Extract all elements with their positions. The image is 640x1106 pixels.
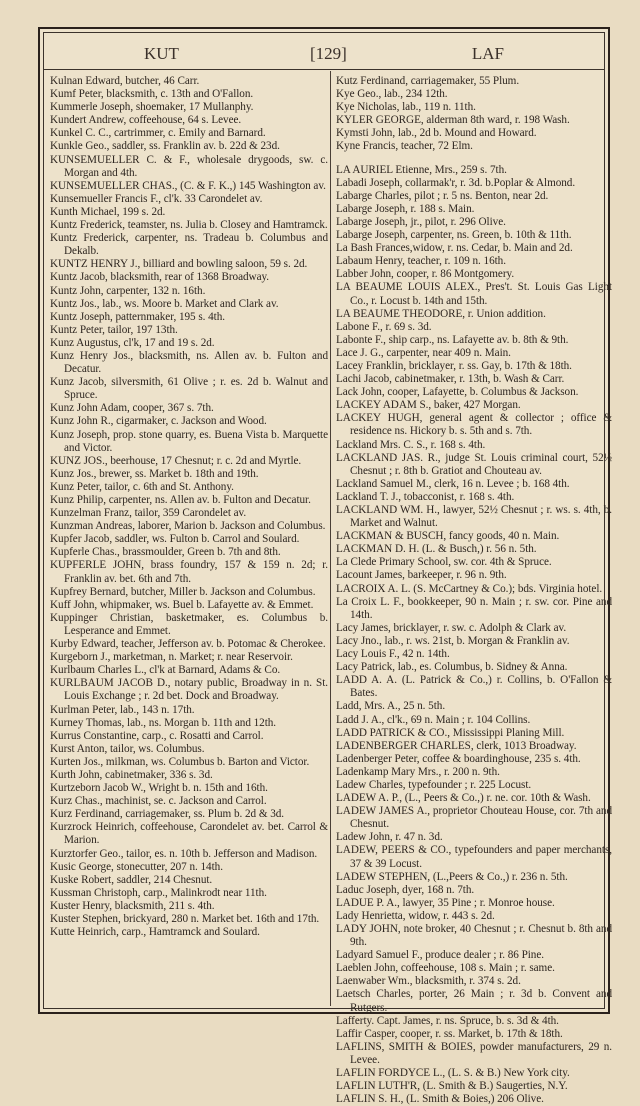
- directory-entry: Kye Nicholas, lab., 119 n. 11th.: [336, 101, 476, 114]
- directory-entry: KUNZ JOS., beerhouse, 17 Chesnut; r. c. 2d and Myrtle.: [50, 454, 302, 467]
- directory-entry: Kuntz John, carpenter, 132 n. 16th.: [50, 284, 206, 297]
- directory-entry: Labaum Henry, teacher, r. 109 n. 16th.: [336, 255, 506, 268]
- directory-entry: Kurlbaum Charles L., cl'k at Barnard, Adams & Co.: [50, 664, 281, 677]
- directory-entry: Kunz Henry Jos., blacksmith, ns. Allen av. b. Fulton and Decatur.: [50, 349, 328, 376]
- directory-entry: Kurney Thomas, lab., ns. Morgan b. 11th and 12th.: [50, 716, 277, 729]
- directory-entry: Kunzman Andreas, laborer, Marion b. Jackson and Columbus.: [50, 520, 326, 533]
- directory-entry: Kurby Edward, teacher, Jefferson av. b. Potomac & Cherokee.: [50, 638, 326, 651]
- page-number: [129]: [310, 44, 347, 63]
- directory-entry: LAFLIN FORDYCE L., (L. S. & B.) New York city.: [336, 1067, 570, 1080]
- directory-entry: LACKLAND JAS. R., judge St. Louis criminal court, 52½ Chesnut ; r. 8th b. Gratiot and Chouteau av.: [336, 451, 612, 477]
- directory-entry: Lafferty. Capt. James, r. ns. Spruce, b. s. 3d & 4th.: [336, 1014, 559, 1027]
- directory-entry: Ladenkamp Mary Mrs., r. 200 n. 9th.: [336, 765, 500, 778]
- directory-entry: LA BEAUME LOUIS ALEX., Pres't. St. Louis Gas Light Co., r. Locust b. 14th and 15th.: [336, 281, 612, 307]
- directory-entry: La Bash Frances,widow, r. ns. Cedar, b. Main and 2d.: [336, 242, 573, 255]
- directory-entry: Laduc Joseph, dyer, 168 n. 7th.: [336, 883, 475, 896]
- directory-entry: Kunz Augustus, cl'k, 17 and 19 s. 2d.: [50, 336, 215, 349]
- directory-entry: Kumf Peter, blacksmith, c. 13th and O'Fallon.: [50, 88, 254, 101]
- directory-entry: KURLBAUM JACOB D., notary public, Broadway in n. St. Louis Exchange ; r. 2d bet. Dock and Broadway.: [50, 677, 328, 703]
- directory-entry: Kuff John, whipmaker, ws. Buel b. Lafayette av. & Emmet.: [50, 598, 314, 611]
- directory-entry: LADEW JAMES A., proprietor Chouteau House, cor. 7th and Chesnut.: [336, 805, 612, 831]
- directory-entry: Kuntz Peter, tailor, 197 13th.: [50, 323, 178, 336]
- directory-entry: Kummerle Joseph, shoemaker, 17 Mullanphy.: [50, 101, 254, 114]
- directory-entry: Kunz Joseph, prop. stone quarry, es. Buena Vista b. Marquette and Victor.: [50, 428, 328, 454]
- directory-entry: Kurlman Peter, lab., 143 n. 17th.: [50, 703, 195, 716]
- directory-entry: Ladd J. A., cl'k., 69 n. Main ; r. 104 Collins.: [336, 713, 531, 726]
- directory-entry: Kunz Jos., brewer, ss. Market b. 18th and 19th.: [50, 467, 259, 480]
- directory-entry: Kuntz Jacob, blacksmith, rear of 1368 Broadway.: [50, 271, 270, 284]
- directory-entry: Kupferle Chas., brassmoulder, Green b. 7th and 8th.: [50, 546, 281, 559]
- directory-entry: LAFLIN S. H., (L. Smith & Boies,) 206 Olive.: [336, 1093, 544, 1106]
- directory-entry: Ladyard Samuel F., produce dealer ; r. 86 Pine.: [336, 949, 545, 962]
- directory-entry: Kusic George, stonecutter, 207 n. 14th.: [50, 860, 223, 873]
- right-guide-word: LAF: [471, 44, 504, 63]
- directory-entry: Kurgeborn J., marketman, n. Market; r. near Reservoir.: [50, 651, 293, 664]
- directory-entry: LAFLINS, SMITH & BOIES, powder manufacturers, 29 n. Levee.: [336, 1040, 612, 1066]
- directory-entry: Kulnan Edward, butcher, 46 Carr.: [50, 75, 200, 87]
- directory-page: [38, 27, 612, 1106]
- directory-entry: LADENBERGER CHARLES, clerk, 1013 Broadway.: [336, 739, 577, 752]
- directory-entry: Kunzelman Franz, tailor, 359 Carondelet av.: [50, 507, 247, 520]
- directory-entry: Labarge Joseph, jr., pilot, r. 296 Olive.: [336, 215, 506, 228]
- directory-entry: LADY JOHN, note broker, 40 Chesnut ; r. Chesnut b. 8th and 9th.: [336, 923, 612, 949]
- directory-entry: Kunz John R., cigarmaker, c. Jackson and Wood.: [50, 415, 267, 428]
- directory-entry: Lacy Jno., lab., r. ws. 21st, b. Morgan & Franklin av.: [336, 634, 570, 647]
- directory-entry: Lacy Louis F., 42 n. 14th.: [336, 648, 450, 661]
- left-column: [50, 75, 328, 1004]
- directory-entry: LA BEAUME THEODORE, r. Union addition.: [336, 307, 546, 320]
- directory-entry: Labarge Joseph, carpenter, ns. Green, b. 10th & 11th.: [336, 229, 572, 242]
- page-border: [43, 32, 612, 1106]
- directory-entry: Laeblen John, coffeehouse, 108 s. Main ; r. same.: [336, 962, 555, 975]
- directory-entry: Lace J. G., carpenter, near 409 n. Main.: [336, 346, 511, 359]
- directory-entry: Kutte Heinrich, carp., Hamtramck and Soulard.: [50, 926, 260, 939]
- directory-entry: Kupfer Jacob, saddler, ws. Fulton b. Carrol and Soulard.: [50, 533, 300, 546]
- directory-entry: LACKMAN & BUSCH, fancy goods, 40 n. Main.: [336, 530, 560, 543]
- directory-entry: Lachi Jacob, cabinetmaker, r. 13th, b. Wash & Carr.: [336, 373, 565, 386]
- directory-entry: Lackland T. J., tobacconist, r. 168 s. 4th.: [336, 490, 515, 503]
- directory-entry: Kuster Henry, blacksmith, 211 s. 4th.: [50, 899, 215, 912]
- directory-entry: LACROIX A. L. (S. McCartney & Co.); bds. Virginia hotel.: [336, 582, 603, 595]
- directory-entry: Kurzrock Heinrich, coffeehouse, Carondelet av. bet. Carrol & Marion.: [50, 821, 328, 847]
- directory-entry: Kurz Ferdinand, carriagemaker, ss. Plum b. 2d & 3d.: [50, 808, 285, 821]
- directory-entry: LACKLAND WM. H., lawyer, 52½ Chesnut ; r. ws. s. 4th, b. Market and Walnut.: [336, 504, 612, 530]
- directory-entry: KUNSEMUELLER CHAS., (C. & F. K.,) 145 Washington av.: [50, 179, 326, 192]
- directory-entry: Kunz Jacob, silversmith, 61 Olive ; r. es. 2d b. Walnut and Spruce.: [50, 376, 328, 402]
- directory-entry: La Croix L. F., bookkeeper, 90 n. Main ; r. sw. cor. Pine and 14th.: [336, 595, 612, 621]
- directory-entry: Laetsch Charles, porter, 26 Main ; r. 3d b. Convent and Rutgers.: [336, 988, 612, 1014]
- directory-entry: LACKEY ADAM S., baker, 427 Morgan.: [336, 399, 521, 412]
- directory-entry: KYLER GEORGE, alderman 8th ward, r. 198 Wash.: [336, 114, 570, 127]
- directory-entry: Labone F., r. 69 s. 3d.: [336, 320, 432, 333]
- directory-entry: LADD A. A. (L. Patrick & Co.,) r. Collins, b. O'Fallon & Bates.: [336, 674, 612, 700]
- directory-entry: LAFLIN LUTH'R, (L. Smith & B.) Saugerties, N.Y.: [336, 1080, 568, 1093]
- directory-entry: Kussman Christoph, carp., Malinkrodt near 11th.: [50, 886, 267, 899]
- directory-entry: LA AURIEL Etienne, Mrs., 259 s. 7th.: [336, 163, 507, 176]
- directory-entry: Laenwaber Wm., blacksmith, r. 374 s. 2d.: [336, 975, 521, 988]
- directory-entry: Lackland Mrs. C. S., r. 168 s. 4th.: [336, 438, 486, 451]
- directory-entry: Kurz Chas., machinist, se. c. Jackson and Carrol.: [50, 795, 267, 808]
- directory-entry: La Clede Primary School, sw. cor. 4th & Spruce.: [336, 556, 552, 569]
- page-header: [44, 33, 604, 70]
- left-guide-word: KUT: [144, 44, 179, 63]
- directory-entry: Labarge Charles, pilot ; r. 5 ns. Benton, near 2d.: [336, 189, 549, 202]
- directory-entry: Laffir Casper, cooper, r. ss. Market, b. 17th & 18th.: [336, 1027, 563, 1040]
- directory-entry: Kuske Robert, saddler, 214 Chesnut.: [50, 873, 213, 886]
- directory-entry: Labarge Joseph, r. 188 s. Main.: [336, 202, 475, 215]
- directory-entry: Kurztorfer Geo., tailor, es. n. 10th b. Jefferson and Madison.: [50, 847, 318, 860]
- directory-entry: Kuntz Jos., lab., ws. Moore b. Market and Clark av.: [50, 297, 279, 310]
- directory-entry: Kurth John, cabinetmaker, 336 s. 3d.: [50, 768, 213, 781]
- directory-entry: LADEW A. P., (L., Peers & Co.,) r. ne. cor. 10th & Wash.: [336, 792, 591, 805]
- directory-entry: Kye Geo., lab., 234 12th.: [336, 88, 448, 101]
- directory-entry: LADEW STEPHEN, (L.,Peers & Co.,) r. 236 n. 5th.: [336, 870, 568, 883]
- directory-entry: Kunz Philip, carpenter, ns. Allen av. b. Fulton and Decatur.: [50, 494, 311, 506]
- directory-entry: Ladenberger Peter, coffee & boardinghouse, 235 s. 4th.: [336, 752, 581, 765]
- directory-entry: Labber John, cooper, r. 86 Montgomery.: [336, 268, 515, 281]
- directory-entry: Kurst Anton, tailor, ws. Columbus.: [50, 742, 205, 755]
- directory-entry: Kuster Stephen, brickyard, 280 n. Market bet. 16th and 17th.: [50, 913, 320, 925]
- directory-entry: Kunkle Geo., saddler, ss. Franklin av. b. 22d & 23d.: [50, 140, 280, 153]
- directory-entry: Ladew John, r. 47 n. 3d.: [336, 831, 443, 844]
- directory-entry: LACKMAN D. H. (L. & Busch,) r. 56 n. 5th.: [336, 543, 537, 556]
- directory-entry: KUNSEMUELLER C. & F., wholesale drygoods, sw. c. Morgan and 4th.: [50, 153, 328, 179]
- directory-entry: Kurtzeborn Jacob W., Wright b. n. 15th and 16th.: [50, 782, 268, 795]
- directory-entry: Kunz Peter, tailor, c. 6th and St. Anthony.: [50, 480, 234, 493]
- directory-entry: LADUE P. A., lawyer, 35 Pine ; r. Monroe house.: [336, 896, 555, 909]
- directory-entry: Kunz John Adam, cooper, 367 s. 7th.: [50, 402, 214, 415]
- directory-entry: Kuntz Frederick, carpenter, ns. Tradeau b. Columbus and Dekalb.: [50, 232, 328, 258]
- directory-entry: Ladd, Mrs. A., 25 n. 5th.: [336, 700, 446, 713]
- directory-entry: Lack John, cooper, Lafayette, b. Columbus & Jackson.: [336, 386, 579, 399]
- directory-entry: LADD PATRICK & CO., Mississippi Planing Mill.: [336, 726, 565, 739]
- directory-entry: Kupfrey Bernard, butcher, Miller b. Jackson and Columbus.: [50, 585, 316, 598]
- directory-entry: Ladew Charles, typefounder ; r. 225 Locust.: [336, 778, 532, 791]
- directory-entry: Kunkel C. C., cartrimmer, c. Emily and Barnard.: [50, 127, 266, 140]
- directory-entry: LACKEY HUGH, general agent & collector ; office & residence ns. Hickory b. s. 5th and s. 7th.: [336, 412, 612, 438]
- right-column: [336, 75, 612, 1106]
- directory-entry: Kuppinger Christian, basketmaker, es. Columbus b. Lesperance and Emmet.: [50, 611, 328, 637]
- directory-entry: LADEW, PEERS & CO., typefounders and paper merchants, 37 & 39 Locust.: [336, 844, 612, 870]
- directory-entry: Kymsti John, lab., 2d b. Mound and Howard.: [336, 127, 537, 140]
- directory-entry: Kuntz Joseph, patternmaker, 195 s. 4th.: [50, 310, 226, 323]
- directory-entry: Labonte F., ship carp., ns. Lafayette av. b. 8th & 9th.: [336, 333, 569, 346]
- column-divider: [330, 71, 331, 1006]
- directory-entry: Kyne Francis, teacher, 72 Elm.: [336, 140, 473, 153]
- directory-entry: Lacy Patrick, lab., es. Columbus, b. Sidney & Anna.: [336, 661, 568, 674]
- directory-entry: Kuntz Frederick, teamster, ns. Julia b. Closey and Hamtramck.: [50, 219, 328, 232]
- directory-entry: Kundert Andrew, coffeehouse, 64 s. Levee.: [50, 114, 242, 127]
- directory-entry: Labadi Joseph, collarmak'r, r. 3d. b.Poplar & Almond.: [336, 176, 576, 189]
- directory-entry: KUNTZ HENRY J., billiard and bowling saloon, 59 s. 2d.: [50, 258, 308, 271]
- directory-entry: Kunth Michael, 199 s. 2d.: [50, 205, 166, 218]
- directory-entry: Kunsemueller Francis F., cl'k. 33 Carondelet av.: [50, 192, 263, 205]
- directory-entry: Kurten Jos., milkman, ws. Columbus b. Barton and Victor.: [50, 755, 310, 768]
- directory-entry: Kurrus Constantine, carp., c. Rosatti and Carrol.: [50, 729, 264, 742]
- directory-entry: Lackland Samuel M., clerk, 16 n. Levee ; b. 168 4th.: [336, 477, 570, 490]
- directory-entry: Lacount James, barkeeper, r. 96 n. 9th.: [336, 569, 507, 582]
- directory-entry: KUPFERLE JOHN, brass foundry, 157 & 159 n. 2d; r. Franklin av. bet. 6th and 7th.: [50, 559, 328, 585]
- directory-entry: Lacy James, bricklayer, r. sw. c. Adolph & Clark av.: [336, 621, 567, 634]
- directory-entry: Lady Henrietta, widow, r. 443 s. 2d.: [336, 909, 495, 922]
- directory-entry: Lacey Franklin, bricklayer, r. ss. Gay, b. 17th & 18th.: [336, 359, 572, 372]
- directory-entry: Kutz Ferdinand, carriagemaker, 55 Plum.: [336, 75, 520, 87]
